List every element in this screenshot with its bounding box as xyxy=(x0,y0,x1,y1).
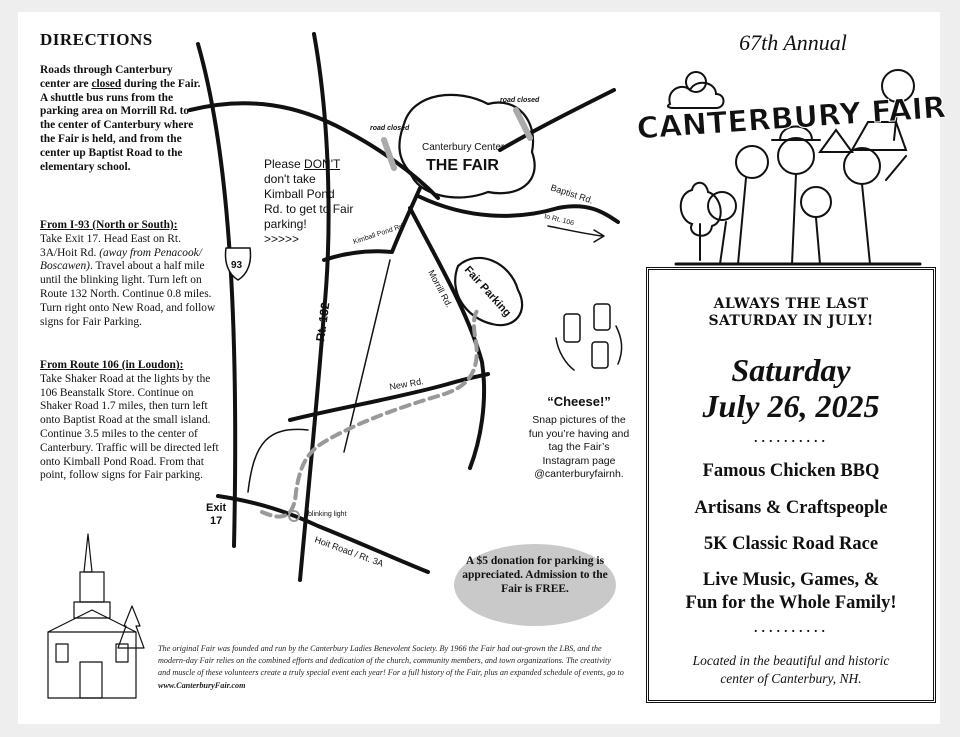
i93-text-1: Take Exit 17. Head East on Rt. 3A/Hoit Rd. xyxy=(40,232,181,259)
i93-directions xyxy=(40,219,220,329)
event-item-music: Live Music, Games, & xyxy=(702,570,880,590)
to-rt106-label: to Rt. 106 xyxy=(543,213,575,228)
logo-text: CANTERBURY FAIR xyxy=(635,90,948,147)
note-text-1: Please xyxy=(264,157,305,171)
road-closed-label-2: road closed xyxy=(500,97,540,104)
footer-url[interactable]: www.CanterburyFair.com xyxy=(158,680,246,690)
event-day: Saturday xyxy=(731,352,851,388)
event-date: July 26, 2025 xyxy=(702,388,880,424)
event-item-family: Fun for the Whole Family! xyxy=(685,593,897,613)
always-line-1: ALWAYS THE LAST xyxy=(713,296,869,312)
person-2-head xyxy=(778,138,814,174)
rt132-label: Rt. 132 xyxy=(313,301,333,343)
annual-label: 67th Annual xyxy=(739,30,847,55)
kimball-label: Kimball Pond Rd xyxy=(352,223,405,246)
hoit-label: Hoit Road / Rt. 3A xyxy=(313,534,385,569)
morrill-label: Morrill Rd. xyxy=(426,268,455,310)
divider-dots-2: .......... xyxy=(753,616,829,636)
location-line-1: Located in the beautiful and historic xyxy=(692,653,890,668)
event-item-race: 5K Classic Road Race xyxy=(703,534,879,554)
new-rd-label: New Rd. xyxy=(388,376,425,392)
event-item-artisans: Artisans & Craftspeople xyxy=(694,498,888,518)
church-icon xyxy=(48,534,144,698)
road-thin xyxy=(344,260,390,452)
fair-parking-label: Fair Parking xyxy=(461,263,514,320)
cloud-icon xyxy=(668,83,724,108)
road-hoit xyxy=(218,496,428,572)
intro-text-1: Roads through Canterbury center are xyxy=(40,64,173,90)
intro-text-2: during the Fair. A shuttle bus runs from the parking area on Morrill Rd. to the center of Canterbury where the Fair is held, and from the center up Baptist Road to the elementary school. xyxy=(40,77,201,173)
note-text-2: don't take Kimball Pond Rd. to get to Fair parking! xyxy=(264,172,354,231)
road-closed-label-1: road closed xyxy=(370,125,410,132)
the-fair-label: THE FAIR xyxy=(426,157,499,174)
note-dont: DON'T xyxy=(304,157,341,171)
divider-dots-1: .......... xyxy=(753,426,829,446)
donation-text: A $5 donation for parking is appreciated. Admission to the Fair is FREE. xyxy=(462,555,608,595)
exit-label-1: Exit xyxy=(206,502,227,514)
fair-logo-illustration xyxy=(635,60,948,266)
footer-text-1: The original Fair was founded and run by the Canterbury Ladies Benevolent Society. By 1966 the Fair had out-grown the LBS, and the modern-day Fair relies on the combined efforts and dedication of the church, community members, and town organizations. The creativity and muscle of these volunteers create a truly special event each year! For a full history of the Fair, plus an expanded schedule of events, go to xyxy=(158,644,624,678)
cheese-text: Snap pictures of the fun you’re having and tag the Fair’s Instagram page @canterburyfairnh. xyxy=(528,414,630,481)
location-text xyxy=(646,652,936,688)
road-morrill xyxy=(410,208,484,468)
rt106-directions xyxy=(40,359,220,483)
shield-label: 93 xyxy=(231,260,243,271)
person-3-head xyxy=(844,148,880,184)
event-item-bbq: Famous Chicken BBQ xyxy=(702,461,880,481)
person-1-head xyxy=(736,146,768,178)
exit-label-2: 17 xyxy=(210,515,223,527)
phones-icon xyxy=(556,304,622,370)
location-line-2: center of Canterbury, NH. xyxy=(720,671,862,686)
note-arrows: >>>>> xyxy=(264,232,300,246)
directions-intro xyxy=(40,64,205,174)
i93-text-italic: (away from Penacook/ Boscawen) xyxy=(40,246,202,273)
event-info-box xyxy=(646,267,936,703)
intro-closed: closed xyxy=(91,77,122,90)
i93-heading: From I-93 (North or South): xyxy=(40,219,178,231)
blinking-light-label: blinking light xyxy=(308,511,347,518)
right-panel xyxy=(635,12,948,724)
kimball-warning-note xyxy=(264,157,354,247)
arrow-to-rt106 xyxy=(548,226,602,236)
directions-title: DIRECTIONS xyxy=(40,30,153,49)
footer-history xyxy=(158,643,624,692)
always-line-2: SATURDAY IN JULY! xyxy=(708,313,874,329)
rt106-heading: From Route 106 (in Loudon): xyxy=(40,359,184,371)
baptist-rd-label: Baptist Rd. xyxy=(549,182,595,206)
child-1-head xyxy=(708,192,736,220)
cheese-title: “Cheese!” xyxy=(547,394,611,409)
flyer-page xyxy=(18,12,948,724)
always-tagline xyxy=(646,296,936,330)
rt106-text: Take Shaker Road at the lights by the 106 Beanstalk Store. Continue on Shaker Road 1.7 miles, then turn left onto Baptist Road at the small island. Continue 3.5 miles to the center of Canterbury. Traffic will be directed left onto Kimball Pond Road. From that point, follow signs for Fair parking. xyxy=(40,372,219,482)
child-2-head xyxy=(801,187,831,217)
canterbury-center-label: Canterbury Center xyxy=(422,142,505,153)
i93-text-2: . Travel about a half mile until the blinking light. Turn left on Route 132 North. Continue 0.8 miles. Turn right onto New Road, and follow signs for Fair Parking. xyxy=(40,260,216,328)
